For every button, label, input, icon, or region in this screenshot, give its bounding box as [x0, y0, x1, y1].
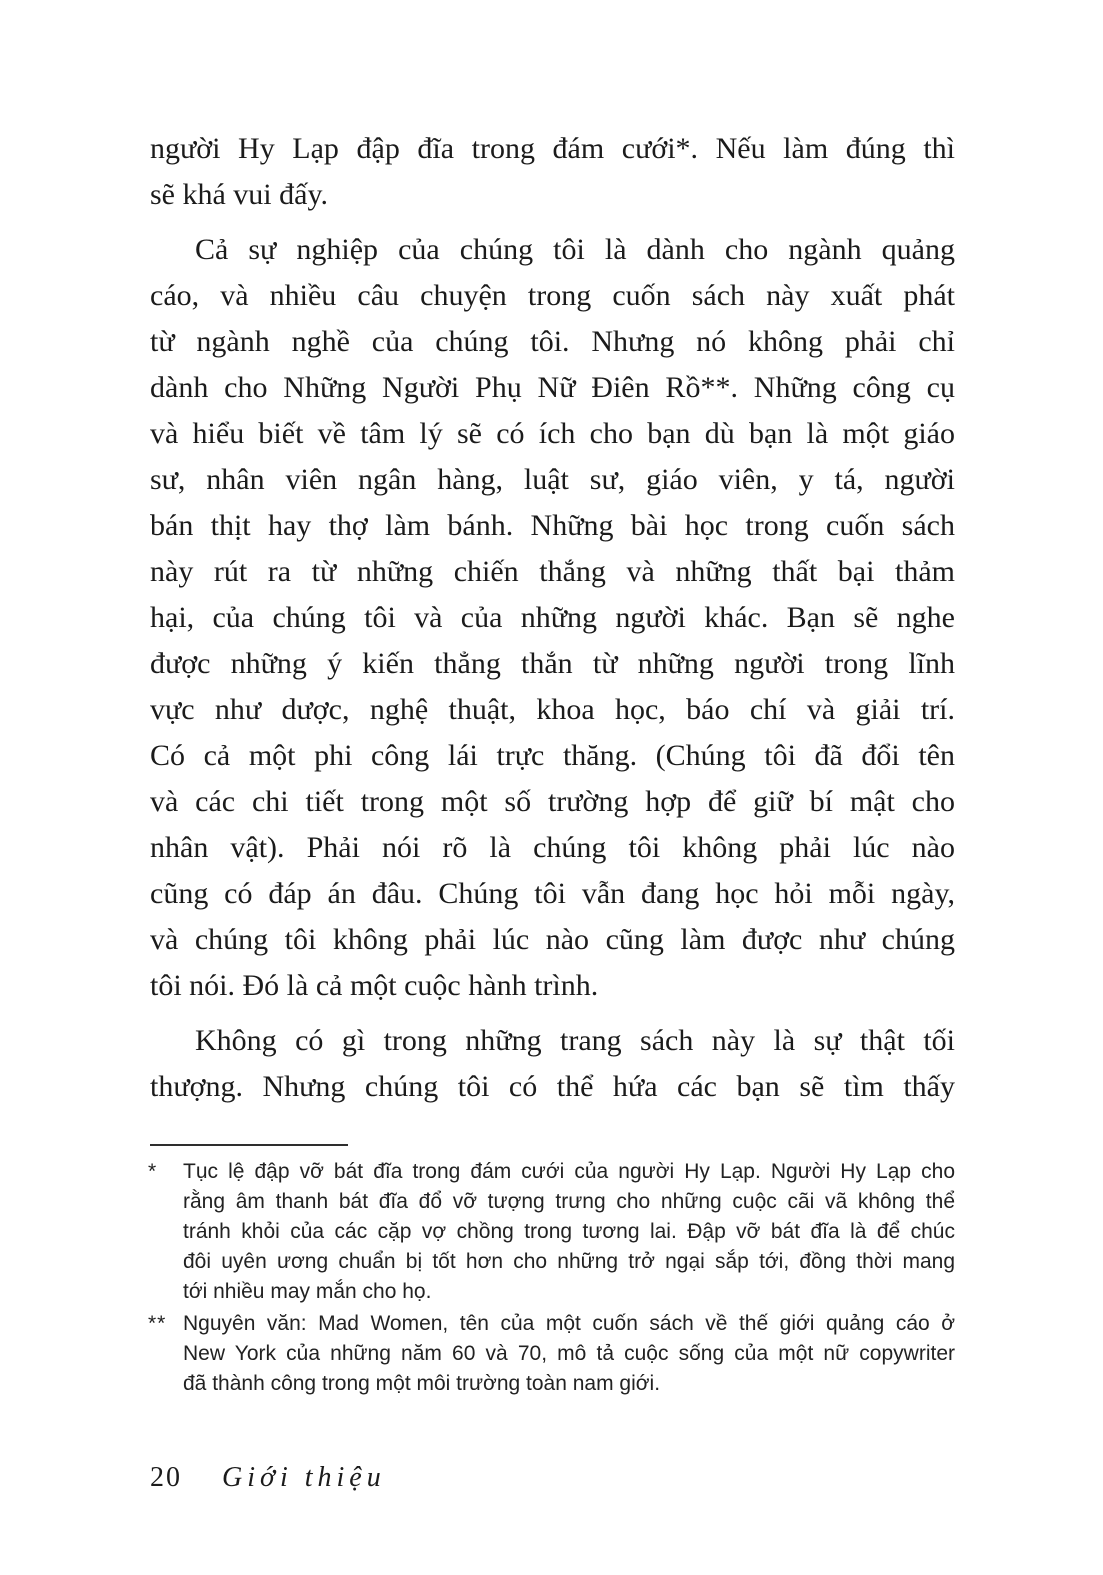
body-line: hại, của chúng tôi và của những người khác. Bạn sẽ nghe — [150, 601, 955, 634]
body-line: này rút ra từ những chiến thắng và những thất bại thảm — [150, 555, 955, 588]
body-line: bán thịt hay thợ làm bánh. Những bài học trong cuốn sách — [150, 509, 955, 542]
footnote-line: đã thành công trong một môi trường toàn nam giới. — [183, 1372, 661, 1395]
body-line: sẽ khá vui đấy. — [150, 178, 329, 211]
paragraph — [150, 1018, 955, 1110]
footnote-line: New York của những năm 60 và 70, mô tả cuộc sống của một nữ copywriter — [183, 1342, 955, 1365]
paragraph — [150, 227, 955, 1009]
footnote-line: Nguyên văn: Mad Women, tên của một cuốn sách về thế giới quảng cáo ở — [183, 1312, 955, 1335]
footnote-item — [148, 1157, 955, 1307]
body-line: và hiểu biết về tâm lý sẽ có ích cho bạn dù bạn là một giáo — [150, 417, 955, 450]
footnote-line: tránh khỏi của các cặp vợ chồng trong tương lai. Đập vỡ bát đĩa là để chúc — [183, 1220, 955, 1243]
body-line: thượng. Nhưng chúng tôi có thể hứa các bạn sẽ tìm thấy — [150, 1070, 955, 1103]
body-line: sư, nhân viên ngân hàng, luật sư, giáo viên, y tá, người — [150, 463, 955, 496]
body-line: và các chi tiết trong một số trường hợp để giữ bí mật cho — [150, 785, 955, 818]
body-line: và chúng tôi không phải lúc nào cũng làm được như chúng — [150, 923, 955, 956]
footnote-marker: * — [148, 1160, 158, 1183]
body-line: cũng có đáp án đâu. Chúng tôi vẫn đang học hỏi mỗi ngày, — [150, 877, 955, 910]
footnote-line: rằng âm thanh bát đĩa đổ vỡ tượng trưng cho những cuộc cãi vã không thể — [183, 1190, 955, 1213]
body-line: người Hy Lạp đập đĩa trong đám cưới*. Nếu làm đúng thì — [150, 132, 955, 165]
footnote-text — [183, 1309, 955, 1399]
body-line: Không có gì trong những trang sách này là sự thật tối — [195, 1024, 955, 1057]
footnote-text — [183, 1157, 955, 1307]
body-text — [150, 126, 955, 1110]
footnote-line: tới nhiều may mắn cho họ. — [183, 1280, 432, 1303]
section-title: Giới thiệu — [222, 1462, 386, 1493]
page-footer — [150, 1462, 386, 1494]
body-line: tôi nói. Đó là cả một cuộc hành trình. — [150, 969, 599, 1002]
footnote-separator — [150, 1144, 348, 1146]
body-line: vực như dược, nghệ thuật, khoa học, báo chí và giải trí. — [150, 693, 955, 726]
body-line: Cả sự nghiệp của chúng tôi là dành cho ngành quảng — [195, 233, 955, 266]
page-number: 20 — [150, 1462, 182, 1493]
paragraph — [150, 126, 955, 218]
footnote-line: Tục lệ đập vỡ bát đĩa trong đám cưới của người Hy Lạp. Người Hy Lạp cho — [183, 1160, 955, 1183]
body-line: nhân vật). Phải nói rõ là chúng tôi không phải lúc nào — [150, 831, 955, 864]
footnotes — [148, 1157, 955, 1399]
body-line: dành cho Những Người Phụ Nữ Điên Rồ**. Những công cụ — [150, 371, 955, 404]
footnote-item — [148, 1309, 955, 1399]
footnote-marker: ** — [148, 1312, 167, 1335]
body-line: cáo, và nhiều câu chuyện trong cuốn sách này xuất phát — [150, 279, 955, 312]
body-line: từ ngành nghề của chúng tôi. Nhưng nó không phải chỉ — [150, 325, 955, 358]
body-line: Có cả một phi công lái trực thăng. (Chúng tôi đã đổi tên — [150, 739, 955, 772]
footnote-line: đôi uyên ương chuẩn bị tốt hơn cho những trở ngại sắp tới, đồng thời mang — [183, 1250, 955, 1273]
body-line: được những ý kiến thẳng thắn từ những người trong lĩnh — [150, 647, 955, 680]
